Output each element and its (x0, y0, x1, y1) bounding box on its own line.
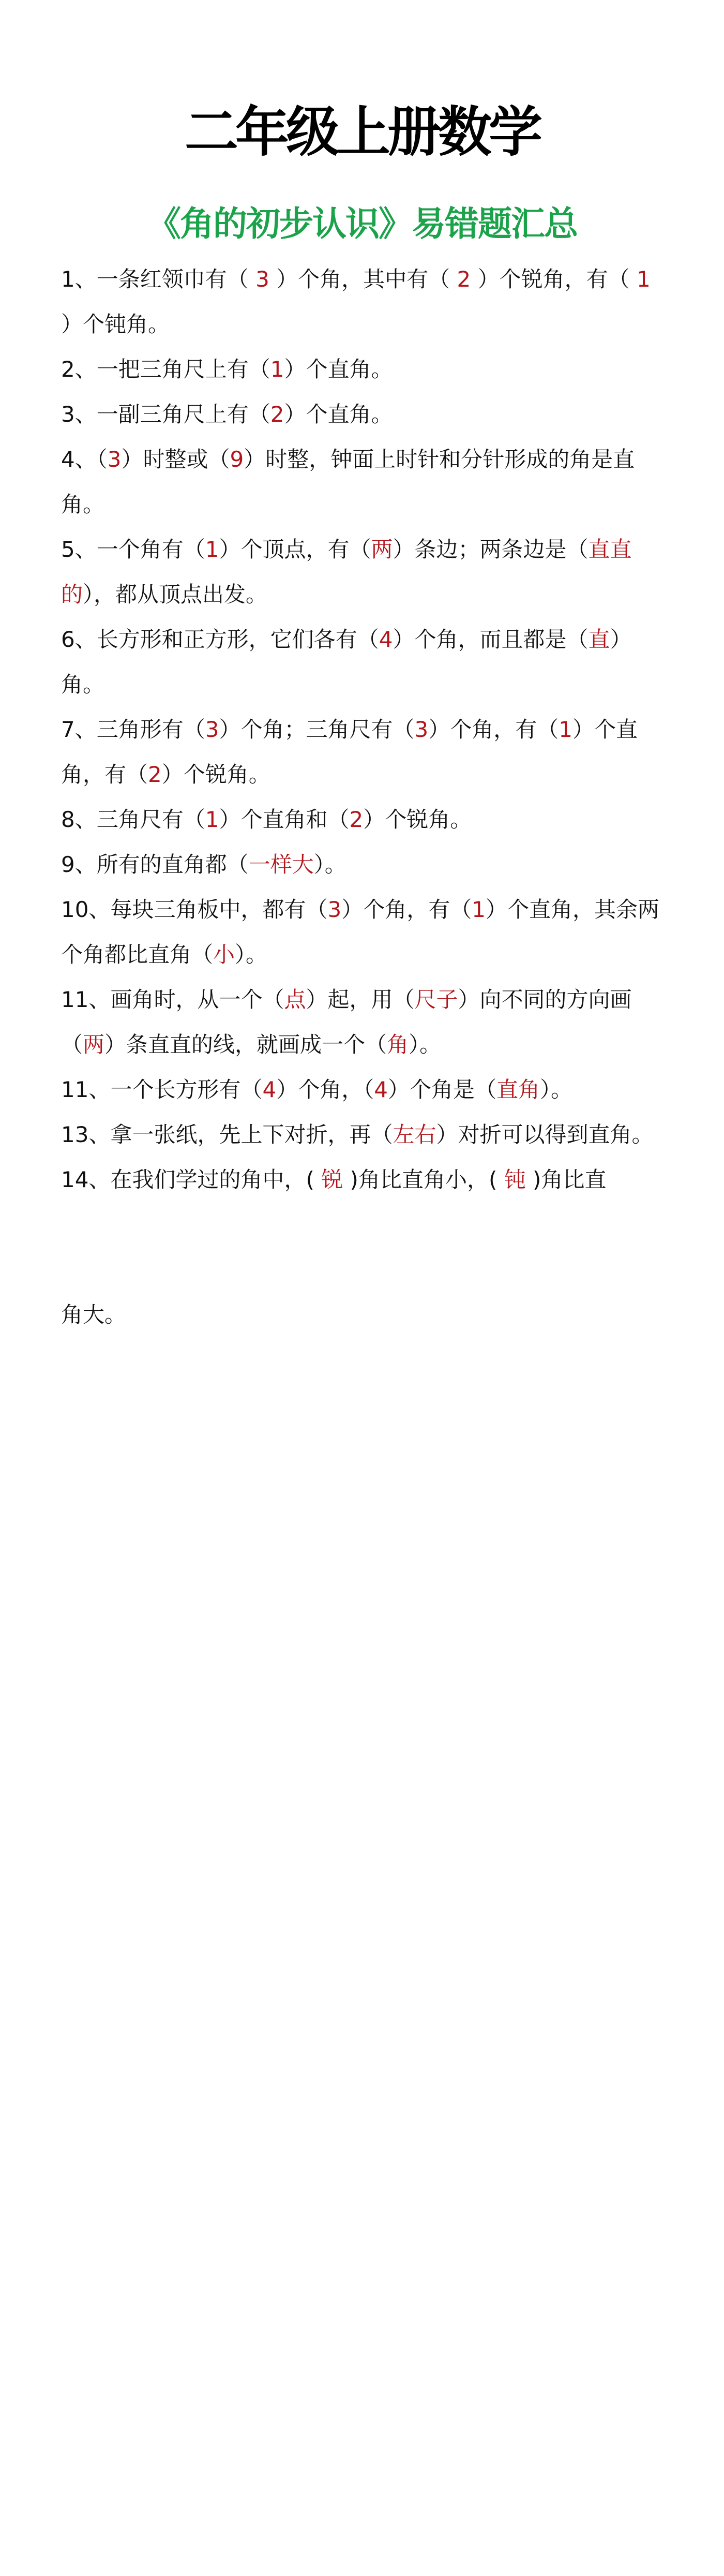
question-text: ）个角是（ (387, 1077, 496, 1102)
answer-text: 3 (107, 447, 122, 472)
answer-text: 左右 (393, 1122, 436, 1147)
question-item (61, 1112, 667, 1157)
question-text: ）个直角，有（ (61, 717, 638, 787)
question-text: 13、拿一张纸，先上下对折，再（ (61, 1122, 393, 1147)
question-text: ）个角，有（ (341, 897, 472, 922)
question-item (61, 707, 667, 797)
question-text: ）。 (313, 852, 346, 877)
question-text: ）个顶点，有（ (219, 537, 371, 562)
answer-text: 小 (213, 942, 235, 967)
answer-text: 角 (387, 1032, 409, 1057)
question-item (61, 1067, 667, 1112)
question-text: ）起，用（ (306, 987, 415, 1012)
answer-text: 1 (636, 267, 651, 292)
question-item (61, 347, 667, 392)
question-item (61, 842, 667, 887)
question-text: ），都从顶点出发。 (83, 582, 268, 607)
answer-text: 1 (559, 717, 572, 742)
question-text: ）个角，而且都是（ (393, 627, 589, 652)
question-text: ）个直角。 (284, 402, 393, 427)
question-text: 5、一个角有（ (61, 537, 205, 562)
page-title: 二年级上册数学 (184, 100, 539, 164)
answer-text: 1 (472, 897, 486, 922)
question-text: ）个直角，其余两个角都比直角（ (61, 897, 659, 967)
question-continuation: 角大。 (61, 1302, 127, 1327)
answer-text: 3 (255, 267, 269, 292)
question-text: ）。 (235, 942, 268, 967)
answer-text: 两 (83, 1032, 105, 1057)
answer-text: 直直的 (61, 537, 632, 607)
question-text: ）条直直的线，就画成一个（ (104, 1032, 387, 1057)
question-text: ）个锐角，有（ (471, 267, 637, 292)
question-item (61, 797, 667, 842)
question-text: 6、长方形和正方形，它们各有（ (61, 627, 379, 652)
answer-text: 3 (205, 717, 219, 742)
answer-text: 锐 (321, 1167, 343, 1192)
question-text: 14、在我们学过的角中，( (61, 1167, 322, 1192)
answer-text: 2 (349, 807, 364, 832)
question-text: ）。 (409, 1032, 442, 1057)
question-text: ）时整或（ (121, 447, 230, 472)
question-list (61, 257, 667, 1337)
question-text: 4、（ (61, 447, 108, 472)
question-text: ）个角，有（ (428, 717, 559, 742)
question-item (61, 392, 667, 437)
answer-text: 1 (205, 807, 219, 832)
answer-text: 2 (270, 402, 284, 427)
question-text: ）。 (539, 1077, 572, 1102)
question-text: )角比直角小，( (343, 1167, 504, 1192)
question-item (61, 527, 667, 617)
answer-text: 2 (148, 762, 162, 787)
page-gap (61, 1202, 667, 1292)
question-text: ）个角；三角尺有（ (219, 717, 415, 742)
question-item (61, 887, 667, 977)
question-text: ）条边；两条边是（ (393, 537, 589, 562)
answer-text: 钝 (504, 1167, 526, 1192)
answer-text: 9 (230, 447, 244, 472)
question-text: ）角。 (61, 627, 632, 697)
question-text: 7、三角形有（ (61, 717, 205, 742)
question-text: ）个直角和（ (219, 807, 350, 832)
question-text: ）个锐角。 (161, 762, 270, 787)
answer-text: 3 (327, 897, 342, 922)
answer-text: 1 (270, 357, 284, 382)
question-item (61, 977, 667, 1067)
question-text: 3、一副三角尺上有（ (61, 402, 270, 427)
answer-text: 尺子 (414, 987, 458, 1012)
answer-text: 4 (374, 1077, 388, 1102)
question-text: 11、画角时，从一个（ (61, 987, 284, 1012)
answer-text: 3 (414, 717, 429, 742)
answer-text: 直 (588, 627, 610, 652)
question-item (61, 257, 667, 347)
answer-text: 点 (284, 987, 306, 1012)
question-item (61, 617, 667, 707)
answer-text: 4 (262, 1077, 277, 1102)
question-text: ）个锐角。 (363, 807, 472, 832)
answer-text: 1 (205, 537, 219, 562)
answer-text: 两 (371, 537, 393, 562)
answer-text: 4 (379, 627, 393, 652)
question-text: 10、每块三角板中，都有（ (61, 897, 328, 922)
question-text: 11、一个长方形有（ (61, 1077, 263, 1102)
question-text: )角比直 (525, 1167, 607, 1192)
question-text: 1、一条红领巾有（ (61, 267, 256, 292)
question-text: ）时整，钟面上时针和分针形成的角是直角。 (61, 447, 635, 517)
question-text: 8、三角尺有（ (61, 807, 205, 832)
question-text: ）个角，其中有（ (269, 267, 457, 292)
question-text: ）个钝角。 (61, 312, 170, 337)
answer-text: 直角 (496, 1077, 540, 1102)
page-subtitle: 《角的初步认识》易错题汇总 (147, 204, 577, 244)
question-text: ）对折可以得到直角。 (436, 1122, 654, 1147)
question-item (61, 437, 667, 527)
question-item (61, 1157, 667, 1202)
question-text: ）个直角。 (284, 357, 393, 382)
answer-text: 2 (457, 267, 471, 292)
question-text: 2、一把三角尺上有（ (61, 357, 270, 382)
question-text: ）向不同的方向画（ (61, 987, 632, 1057)
question-text: 9、所有的直角都（ (61, 852, 249, 877)
question-text: ）个角，（ (276, 1077, 374, 1102)
answer-text: 一样大 (248, 852, 314, 877)
